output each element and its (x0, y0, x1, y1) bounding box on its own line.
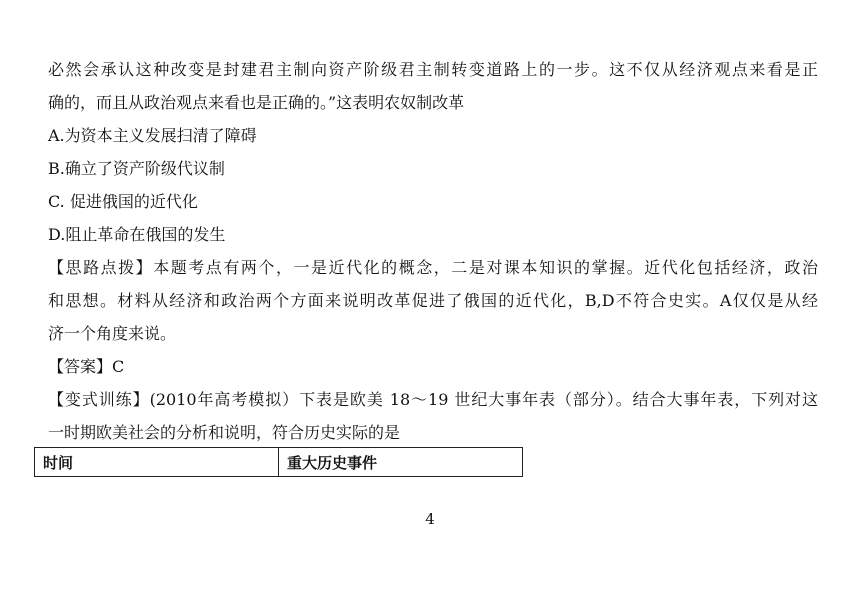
page-number: 4 (425, 510, 435, 528)
analysis-line-3: 济一个角度来说。 (48, 324, 177, 343)
question-text-line-2: 确的，而且从政治观点来看也是正确的。”这表明农奴制改革 (48, 93, 465, 112)
question-text-line-1: 必然会承认这种改变是封建君主制向资产阶级君主制转变道路上的一步。这不仅从经济观点来看是正 (48, 60, 818, 79)
variant-line-1: 【变式训练】(2010年高考模拟）下表是欧美 18～19 世纪大事年表（部分）。结合大事年表，下列对这 (48, 390, 818, 409)
events-table (34, 447, 523, 477)
variant-line-2: 一时期欧美社会的分析和说明，符合历史实际的是 (48, 423, 401, 442)
answer-line: 【答案】C (48, 357, 125, 376)
option-b: B.确立了资产阶级代议制 (48, 159, 225, 178)
table-header-time: 时间 (35, 448, 279, 476)
option-d: D.阻止革命在俄国的发生 (48, 225, 226, 244)
table-header-events: 重大历史事件 (287, 454, 378, 472)
option-c: C. 促进俄国的近代化 (48, 192, 198, 211)
analysis-line-2: 和思想。材料从经济和政治两个方面来说明改革促进了俄国的近代化，B,D不符合史实。A仅仅是从经 (48, 291, 818, 310)
option-a: A.为资本主义发展扫清了障碍 (48, 126, 257, 145)
analysis-line-1: 【思路点拨】本题考点有两个，一是近代化的概念，二是对课本知识的掌握。近代化包括经济，政治 (48, 258, 818, 277)
